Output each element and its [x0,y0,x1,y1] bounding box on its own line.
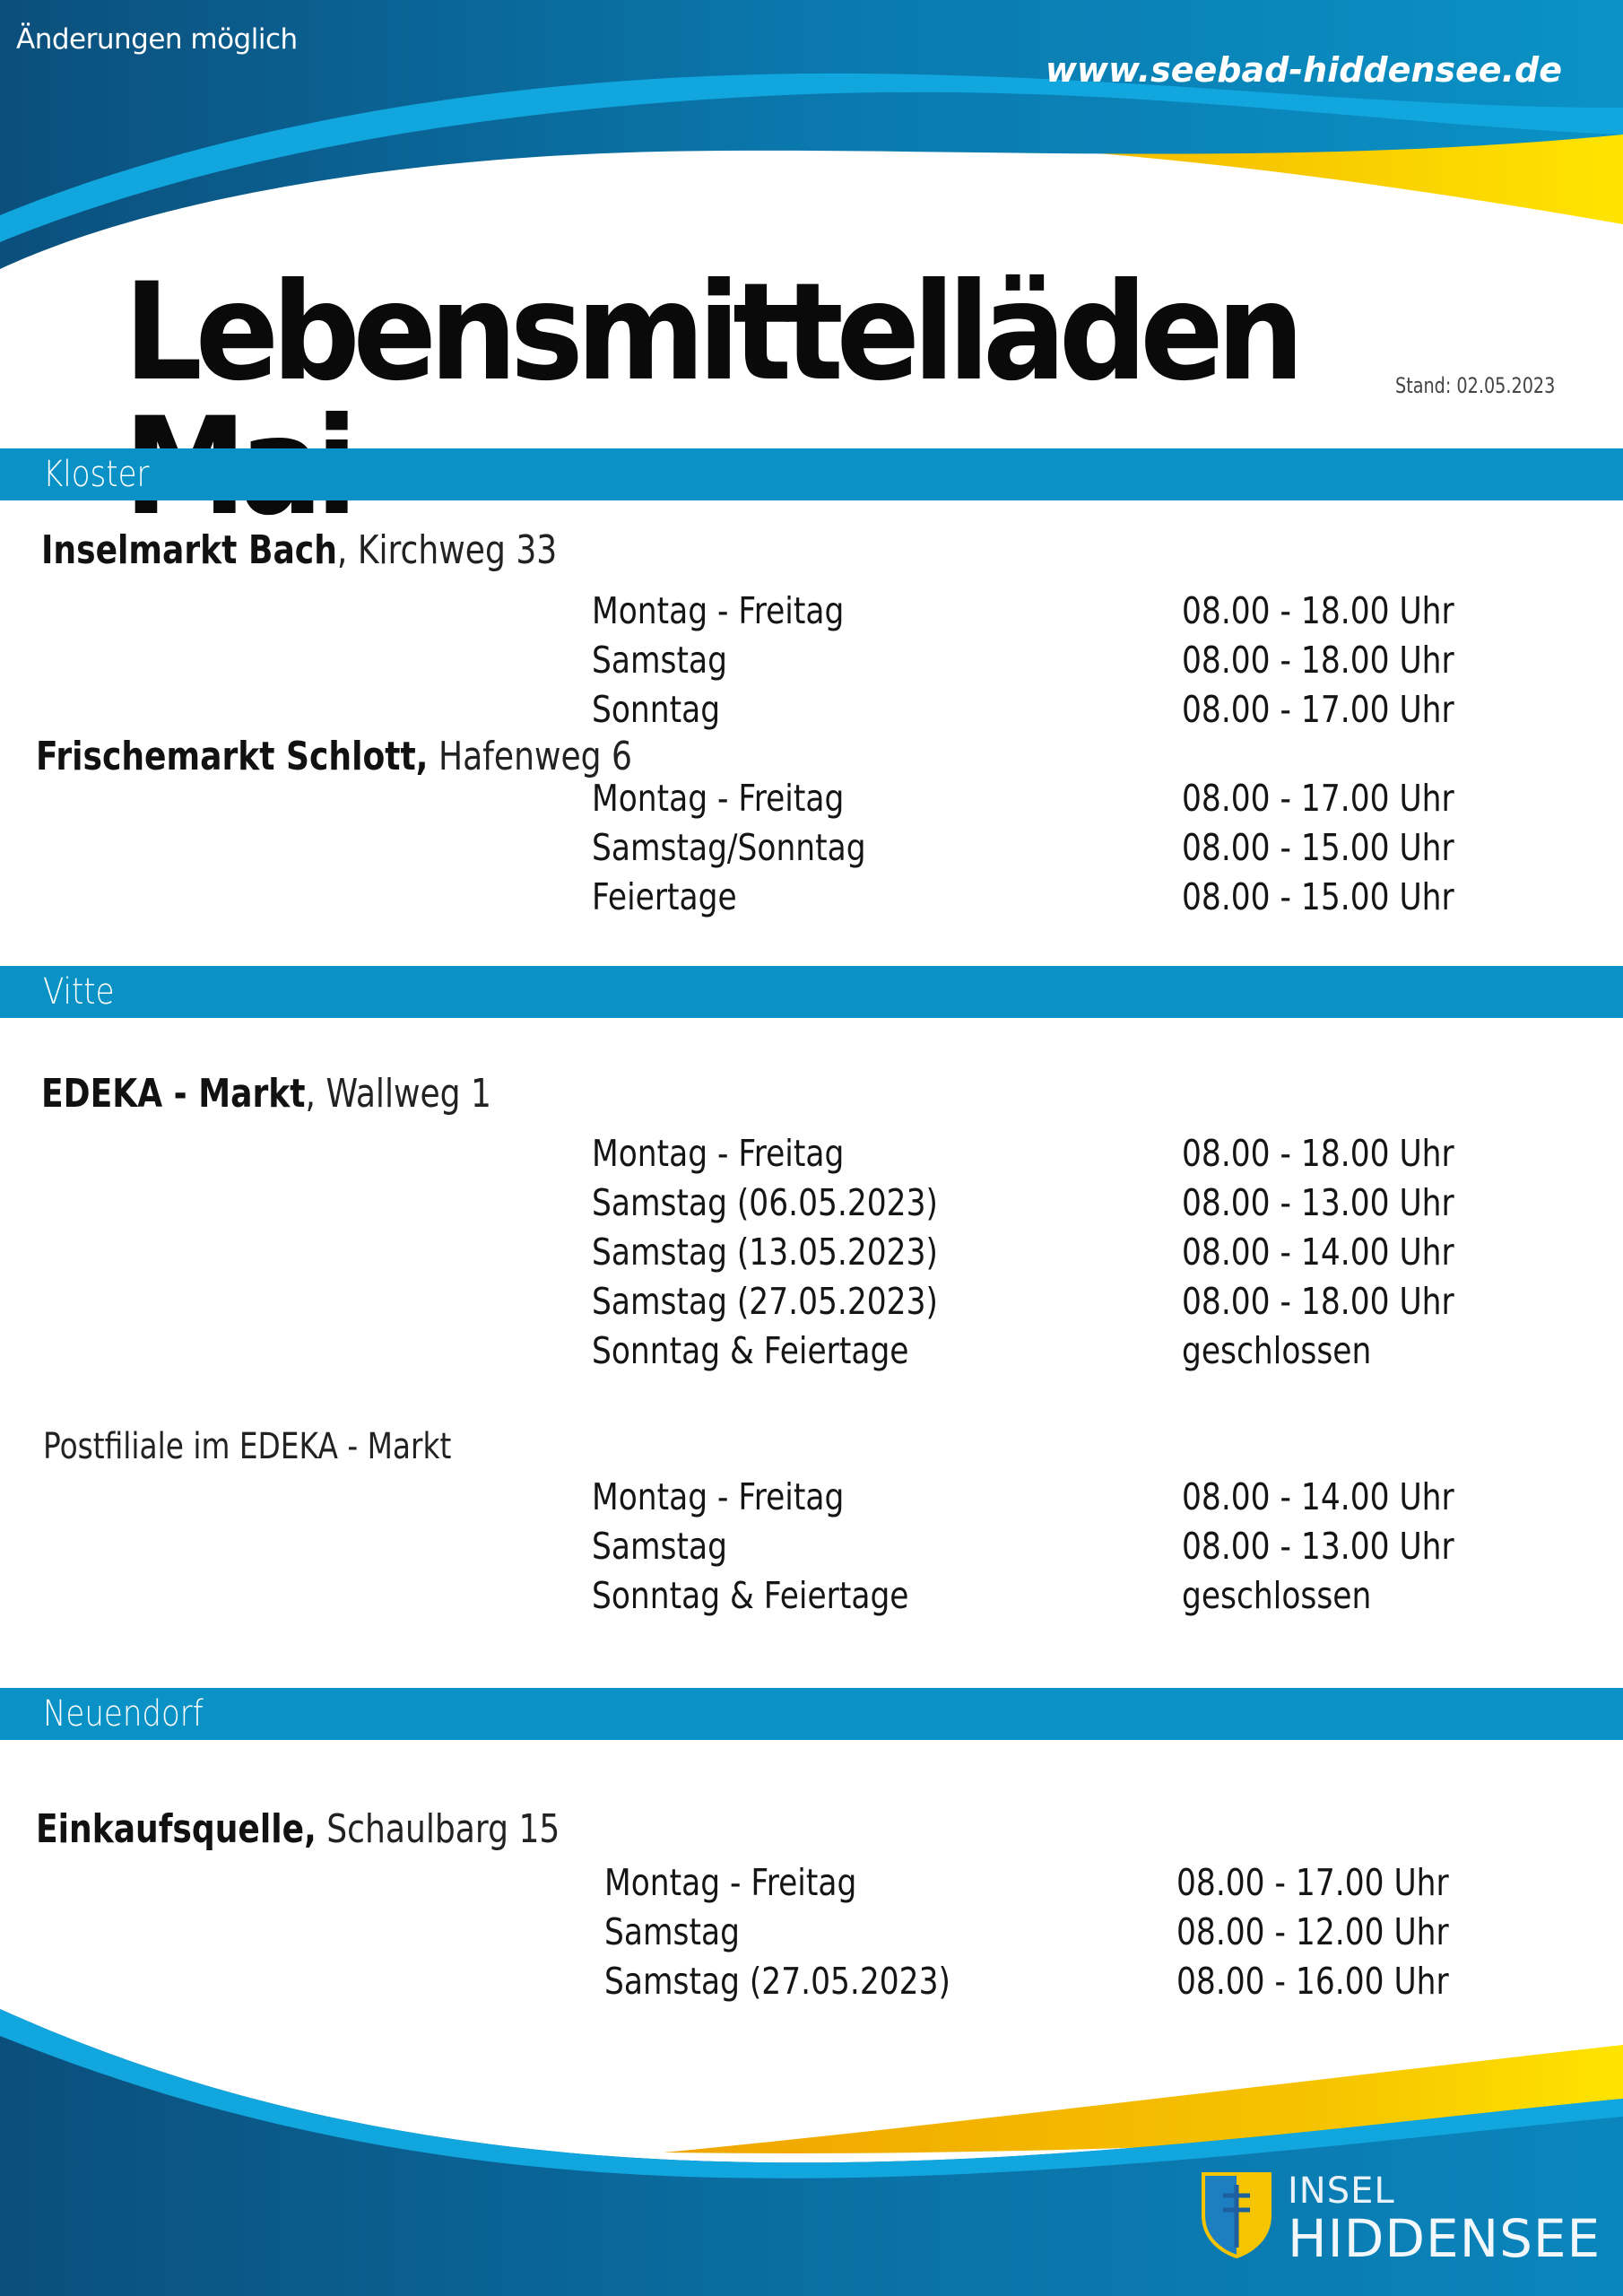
shop-name: EDEKA - Markt [41,1071,306,1117]
hours-day: Samstag [592,1525,727,1568]
page-title: Lebensmittelläden [124,255,1298,411]
hours-time: 08.00 - 13.00 Uhr [1182,1525,1454,1568]
section-bar-vitte [0,966,1623,1018]
hours-day: Samstag (06.05.2023) [592,1181,938,1224]
shop-name-line [41,1071,491,1117]
hours-time: 08.00 - 12.00 Uhr [1176,1910,1449,1953]
hours-time: 08.00 - 18.00 Uhr [1182,1132,1454,1175]
shop-name: Einkaufsquelle, [36,1806,317,1852]
hours-time: 08.00 - 17.00 Uhr [1182,777,1454,820]
hours-day: Samstag [592,639,727,682]
section-bar-neuendorf [0,1688,1623,1740]
section-title: Vitte [43,971,115,1013]
hours-time: 08.00 - 16.00 Uhr [1176,1960,1449,2003]
hours-time: 08.00 - 15.00 Uhr [1182,875,1454,918]
hours-time: 08.00 - 18.00 Uhr [1182,1280,1454,1323]
stand-date: Stand: 02.05.2023 [1395,373,1556,398]
sub-location: Postfiliale im EDEKA - Markt [43,1426,452,1467]
hours-time: 08.00 - 15.00 Uhr [1182,826,1454,869]
hours-time: 08.00 - 17.00 Uhr [1176,1861,1449,1904]
shop-name-line [41,527,557,573]
hours-day: Samstag (13.05.2023) [592,1231,938,1274]
hours-time: 08.00 - 14.00 Uhr [1182,1475,1454,1518]
hours-day: Sonntag & Feiertage [592,1574,909,1617]
hours-day: Sonntag & Feiertage [592,1329,909,1372]
shop-name-line [36,734,632,779]
hours-time: 08.00 - 18.00 Uhr [1182,639,1454,682]
hours-time: 08.00 - 13.00 Uhr [1182,1181,1454,1224]
hours-day: Montag - Freitag [592,589,845,632]
hours-time: 08.00 - 14.00 Uhr [1182,1231,1454,1274]
hours-day: Samstag/Sonntag [592,826,866,869]
logo-line2: HIDDENSEE [1288,2208,1601,2269]
shop-name: Frischemarkt Schlott, [36,734,429,779]
hours-day: Montag - Freitag [592,1132,845,1175]
hours-day: Sonntag [592,688,721,731]
section-title: Kloster [43,454,150,495]
hours-day: Samstag (27.05.2023) [592,1280,938,1323]
shop-address: Hafenweg 6 [428,734,632,779]
hours-day: Montag - Freitag [592,777,845,820]
hours-day: Samstag [604,1910,740,1953]
hours-day: Montag - Freitag [604,1861,857,1904]
hiddensee-coat-of-arms-icon [1198,2169,1275,2258]
shop-name: Inselmarkt Bach [41,527,337,573]
shop-address: , Wallweg 1 [305,1071,492,1117]
hours-day: Feiertage [592,875,737,918]
hours-time: 08.00 - 18.00 Uhr [1182,589,1454,632]
insel-hiddensee-logo [1198,2169,1601,2269]
hours-day: Montag - Freitag [592,1475,845,1518]
logo-line1: INSEL [1288,2170,1395,2212]
shop-address: , Kirchweg 33 [336,527,558,573]
hours-day: Samstag (27.05.2023) [604,1960,950,2003]
hours-time: geschlossen [1182,1574,1372,1617]
hours-time: 08.00 - 17.00 Uhr [1182,688,1454,731]
website-link[interactable]: www.seebad-hiddensee.de [1045,50,1562,90]
hours-time: geschlossen [1182,1329,1372,1372]
shop-name-line [36,1806,560,1852]
changes-note: Änderungen möglich [16,23,298,56]
section-bar-kloster [0,448,1623,500]
section-title: Neuendorf [43,1693,204,1735]
shop-address: Schaulbarg 15 [316,1806,560,1852]
